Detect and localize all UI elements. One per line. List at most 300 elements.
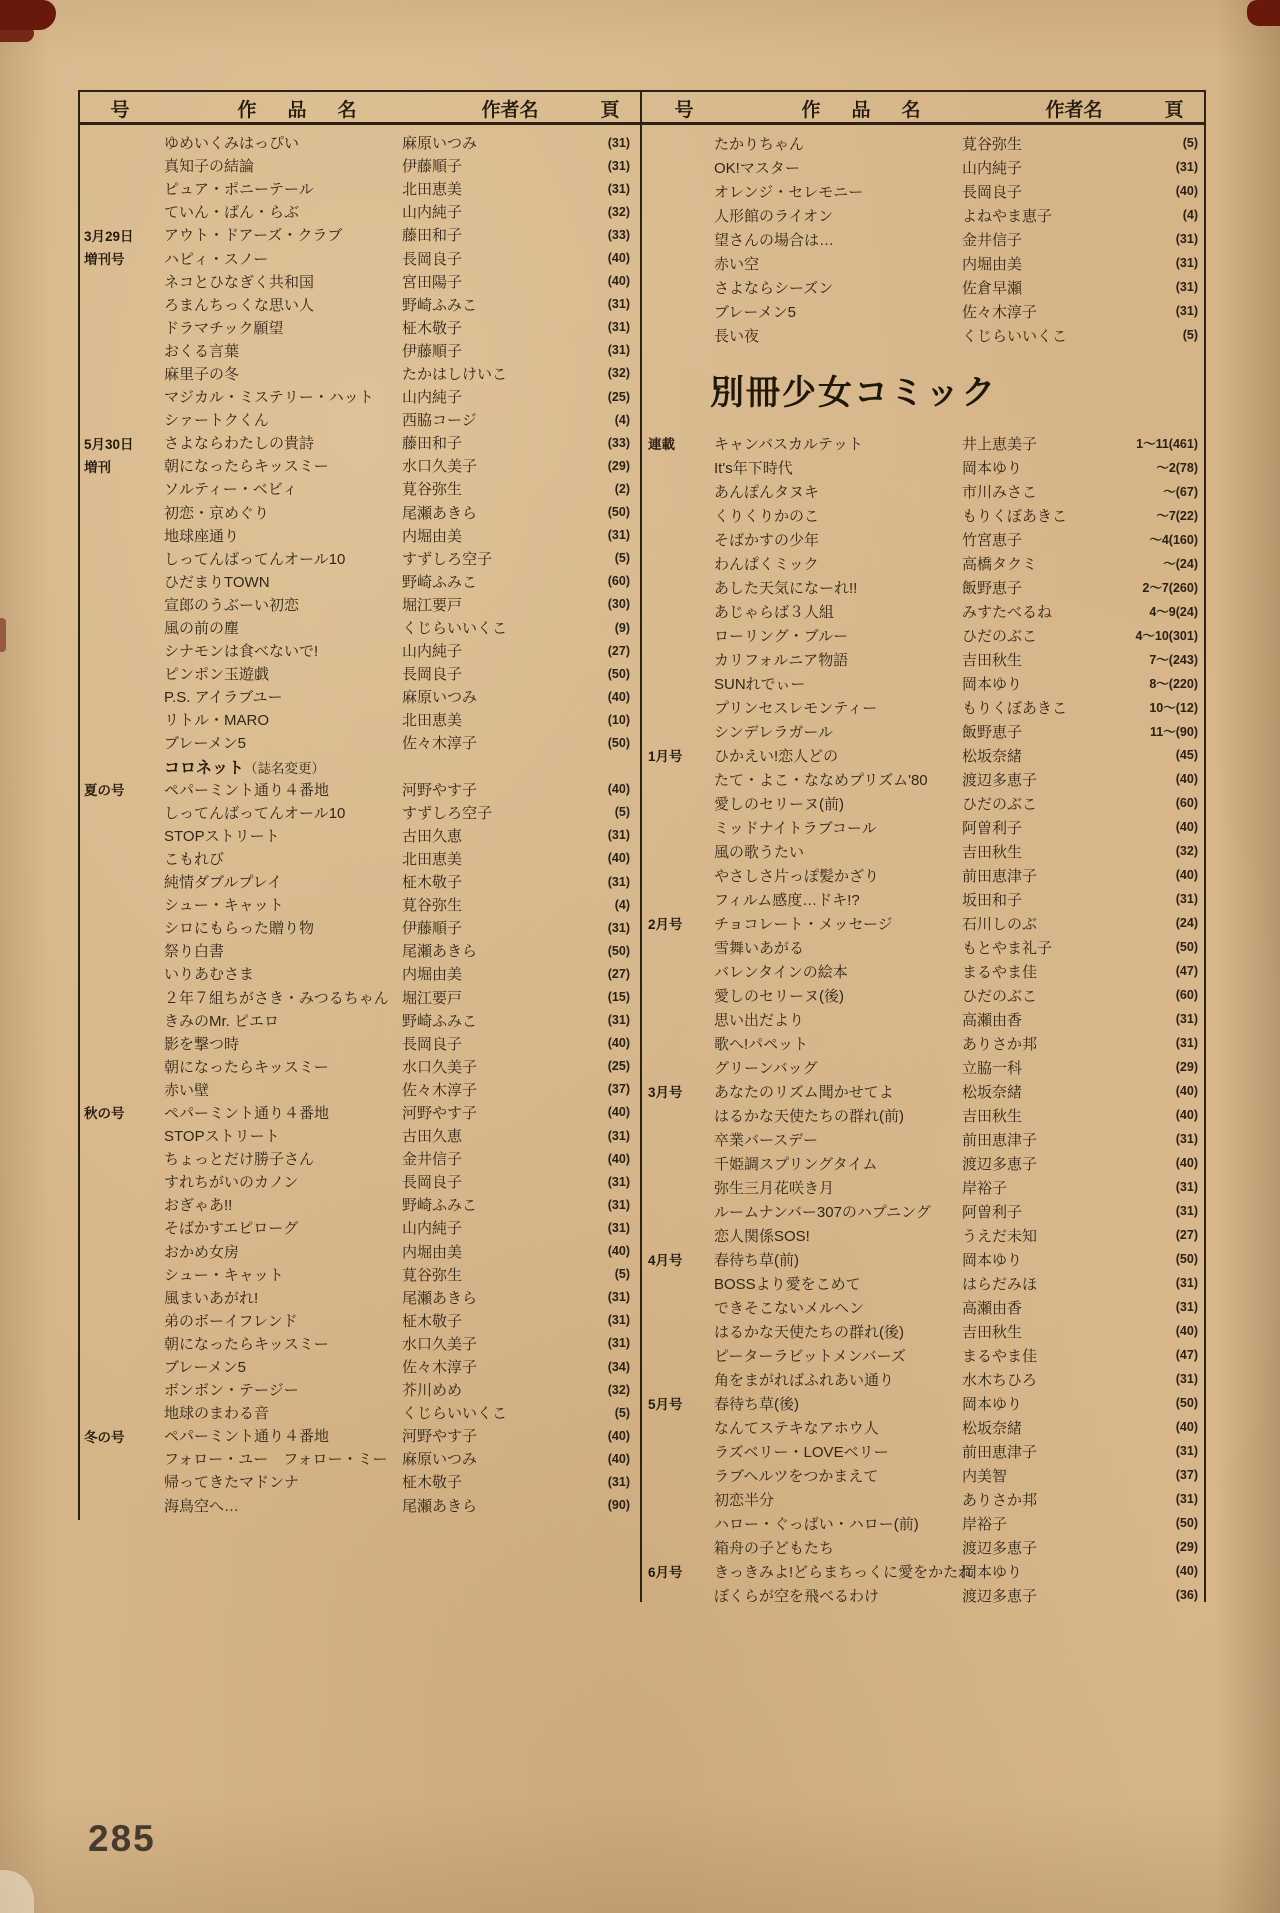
author-name: 岡本ゆり [962, 675, 1023, 693]
page-number: (5) [614, 805, 630, 820]
table-row [80, 1424, 636, 1447]
table-row [644, 1487, 1202, 1511]
table-row [644, 599, 1202, 623]
author-name: 麻原いつみ [402, 689, 478, 707]
page-number: ～7(22) [1156, 509, 1198, 523]
issue-label: 連載 [648, 437, 675, 452]
table-row [80, 893, 636, 916]
page-number: (31) [607, 1336, 630, 1351]
page-number: (45) [1175, 748, 1198, 762]
page-number: (5) [614, 551, 630, 566]
author-name: 尾瀬あきら [402, 943, 478, 961]
page-number: (50) [607, 505, 630, 520]
page-number: (50) [1175, 1516, 1198, 1530]
scan-stain-left-edge [0, 618, 6, 652]
table-row [644, 275, 1202, 299]
table-row [644, 1583, 1202, 1607]
page-number: (31) [607, 158, 630, 173]
author-name: 山内純子 [402, 204, 463, 222]
page-number: (40) [1175, 1084, 1198, 1098]
work-title: たかりちゃん [714, 135, 805, 153]
table-row [80, 824, 636, 847]
work-title: 望さんの場合は… [714, 231, 835, 249]
page-number: (9) [614, 620, 630, 635]
new-magazine-name: コロネット [164, 759, 245, 777]
page-number: 7～(243) [1149, 653, 1198, 667]
issue-label: 2月号 [648, 917, 683, 932]
work-title: 初恋半分 [714, 1491, 775, 1509]
table-row [80, 223, 636, 246]
work-title: バレンタインの絵本 [714, 963, 848, 981]
work-title: おぎゃあ!! [164, 1197, 233, 1215]
work-title: シュー・キャット [164, 897, 284, 915]
author-name: ありさか邦 [962, 1491, 1038, 1509]
scan-stain-top-right [1247, 0, 1280, 26]
page-number: (31) [607, 1290, 630, 1305]
author-name: まるやま佳 [962, 1347, 1038, 1365]
author-name: もとやま礼子 [962, 939, 1053, 957]
author-name: くじらいいくこ [402, 620, 508, 638]
table-row [644, 431, 1202, 455]
table-row [644, 791, 1202, 815]
author-name: 井上恵美子 [962, 435, 1038, 453]
page-number: (27) [607, 643, 630, 658]
table-row [80, 1009, 636, 1032]
author-name: 野崎ふみこ [402, 1012, 478, 1030]
page-number: (50) [607, 735, 630, 750]
work-title: 風の歌うたい [714, 843, 805, 861]
page-number: (31) [607, 1197, 630, 1212]
page-number: (30) [607, 597, 630, 612]
page-number: (60) [1175, 796, 1198, 810]
page-number: (31) [607, 320, 630, 335]
author-name: 渡辺多恵子 [962, 1539, 1038, 1557]
scan-stain-top-left-2 [0, 26, 34, 42]
work-title: アウト・ドアーズ・クラブ [164, 227, 343, 245]
page-number: (31) [607, 135, 630, 150]
page-column-header: 頁 [600, 99, 620, 121]
page-number: (40) [1175, 772, 1198, 786]
work-title: はるかな天使たちの群れ(後) [714, 1323, 904, 1341]
page-number: (90) [607, 1498, 630, 1513]
author-name: 尾瀬あきら [402, 1289, 478, 1307]
table-row [80, 962, 636, 985]
author-name: 莧谷弥生 [402, 481, 463, 499]
table-row [644, 1151, 1202, 1175]
work-title: ハピィ・スノー [164, 250, 269, 268]
work-title: ペパーミント通り４番地 [164, 1104, 330, 1122]
page-number: ～4(160) [1149, 533, 1198, 547]
issue-label: 5月30日 [84, 436, 134, 452]
author-name: 市川みさこ [962, 483, 1038, 501]
table-row [80, 1378, 636, 1401]
table-row [644, 1535, 1202, 1559]
page-number: (4) [614, 412, 630, 427]
author-name: 古田久恵 [402, 827, 463, 845]
title-column-header: 作 品 名 [237, 99, 363, 121]
work-title: BOSSより愛をこめて [714, 1275, 861, 1293]
page-number: (31) [607, 828, 630, 843]
author-name: 松坂奈緒 [962, 1419, 1023, 1437]
work-title: ペパーミント通り４番地 [164, 1428, 330, 1446]
table-row [644, 671, 1202, 695]
table-row [644, 1247, 1202, 1271]
page-number: (50) [1175, 940, 1198, 954]
table-row [644, 1271, 1202, 1295]
work-title: シナモンは食べないで! [164, 643, 319, 661]
page-number: (40) [607, 1151, 630, 1166]
author-name: 尾瀬あきら [402, 504, 478, 522]
page-number: (40) [1175, 1324, 1198, 1338]
author-name: 佐倉早瀬 [962, 279, 1023, 297]
table-row [80, 639, 636, 662]
work-title: ミッドナイトラブコール [714, 819, 877, 837]
work-title: ブレーメン5 [714, 303, 796, 321]
page-number: 4～9(24) [1149, 605, 1198, 619]
issue-label: 3月29日 [84, 228, 134, 244]
table-row [80, 616, 636, 639]
table-row [80, 431, 636, 454]
author-column-header: 作者名 [481, 99, 539, 121]
work-title: はるかな天使たちの群れ(前) [714, 1107, 904, 1125]
table-right-border [1204, 90, 1206, 1602]
author-name: 佐々木淳子 [962, 303, 1038, 321]
page-number: (37) [1175, 1468, 1198, 1482]
page-number: (40) [1175, 1156, 1198, 1170]
magazine-rename-subhead-row [80, 755, 636, 778]
page-number: (40) [607, 251, 630, 266]
table-row [644, 1319, 1202, 1343]
author-name: 長岡良子 [402, 666, 463, 684]
table-row [644, 1007, 1202, 1031]
table-row [644, 1367, 1202, 1391]
issue-label: 6月号 [648, 1565, 683, 1580]
author-name: 柾木敬子 [402, 874, 463, 892]
table-row [644, 767, 1202, 791]
page-number: 2～7(260) [1142, 581, 1198, 595]
author-name: 北田恵美 [402, 712, 463, 730]
author-name: 阿曽利子 [962, 819, 1023, 837]
table-row [80, 1355, 636, 1378]
page-number: (31) [1175, 256, 1198, 270]
author-name: 水口久美子 [402, 458, 478, 476]
author-name: ひだのぶこ [962, 795, 1038, 813]
work-title: そばかすエピローグ [164, 1220, 299, 1238]
work-title: ピュア・ポニーテール [164, 181, 314, 199]
page-number: (31) [607, 920, 630, 935]
work-title: できそこないメルヘン [714, 1299, 865, 1317]
author-name: 伊藤順子 [402, 920, 463, 938]
author-name: 河野やす子 [402, 1428, 478, 1446]
page-number: ～2(78) [1156, 461, 1198, 475]
work-title: 風の前の塵 [164, 620, 240, 638]
table-row [80, 1147, 636, 1170]
author-name: 高瀬由香 [962, 1011, 1023, 1029]
author-name: 前田恵津子 [962, 867, 1038, 885]
page-number: (40) [1175, 820, 1198, 834]
work-title: 風まいあがれ! [164, 1289, 259, 1307]
table-row [644, 935, 1202, 959]
table-row [80, 1216, 636, 1239]
table-row [80, 662, 636, 685]
page-number: (40) [1175, 868, 1198, 882]
page-number: 4～10(301) [1135, 629, 1198, 643]
page-number: (47) [1175, 1348, 1198, 1362]
work-title: あした天気になーれ!! [714, 579, 858, 597]
table-row [644, 323, 1202, 347]
work-title: ピンポン玉遊戯 [164, 666, 270, 684]
page-number: (40) [1175, 1108, 1198, 1122]
author-name: くじらいいくこ [402, 1405, 508, 1423]
author-name: 水木ちひろ [962, 1371, 1038, 1389]
work-title: 地球のまわる音 [164, 1405, 270, 1423]
table-row [644, 1559, 1202, 1583]
author-name: 西脇コージ [402, 412, 477, 430]
page-number: (32) [607, 366, 630, 381]
page-number: 1～11(461) [1136, 437, 1198, 451]
work-title: くりくりかのこ [714, 507, 820, 525]
issue-label: 5月号 [648, 1397, 683, 1412]
work-title: ゆめいくみはっぴい [164, 135, 300, 153]
author-name: 柾木敬子 [402, 319, 463, 337]
work-title: そばかすの少年 [714, 531, 820, 549]
author-name: 飯野恵子 [962, 579, 1023, 597]
table-row [80, 1193, 636, 1216]
author-name: 野崎ふみこ [402, 296, 478, 314]
page-number: (50) [1175, 1396, 1198, 1410]
author-name: 金井信子 [962, 231, 1023, 249]
page-column-header: 頁 [1164, 99, 1184, 121]
page-number: (5) [1182, 136, 1198, 150]
issue-label: 冬の号 [84, 1429, 125, 1445]
author-name: 内堀由美 [402, 527, 463, 545]
author-name: 岸裕子 [962, 1515, 1008, 1533]
work-title: P.S. アイラブユー [164, 689, 283, 707]
work-title: OK!マスター [714, 159, 800, 177]
table-middle-border [640, 90, 642, 1602]
author-name: 北田恵美 [402, 850, 463, 868]
table-row [80, 1124, 636, 1147]
table-row [80, 177, 636, 200]
author-name: 内堀由美 [402, 1243, 463, 1261]
table-row [80, 1170, 636, 1193]
page-number: (27) [607, 966, 630, 981]
section-header-row [644, 347, 1202, 431]
work-title: 地球座通り [164, 527, 240, 545]
work-title: オレンジ・セレモニー [714, 183, 864, 201]
work-title: あじゃらば３人組 [714, 603, 835, 621]
author-name: 岡本ゆり [962, 1395, 1023, 1413]
table-row [644, 863, 1202, 887]
rename-note: （誌名変更） [244, 760, 326, 776]
author-name: 立脇一科 [962, 1059, 1023, 1077]
author-name: もりくぼあきこ [962, 699, 1068, 717]
author-name: たかはしけいこ [402, 365, 508, 383]
work-title: 雪舞いあがる [714, 939, 805, 957]
author-name: 長岡良子 [402, 250, 463, 268]
table-row [80, 408, 636, 431]
work-title: 赤い壁 [164, 1081, 210, 1099]
work-title: 帰ってきたマドンナ [164, 1474, 300, 1492]
work-title: ぼくらが空を飛べるわけ [714, 1587, 880, 1605]
work-title: あんぽんタヌキ [714, 483, 820, 501]
author-name: 佐々木淳子 [402, 1359, 478, 1377]
page-number: (25) [607, 1059, 630, 1074]
author-name: 松坂奈緒 [962, 747, 1023, 765]
author-name: 佐々木淳子 [402, 735, 478, 753]
work-title: なんてステキなアホウ人 [714, 1419, 879, 1437]
work-title: シンデレラガール [714, 723, 834, 741]
page-number: (31) [1175, 1012, 1198, 1026]
author-name: 内美智 [962, 1467, 1008, 1485]
work-title: ルームナンバー307のハプニング [714, 1203, 931, 1221]
table-row [80, 131, 636, 154]
table-row [644, 251, 1202, 275]
work-title: ネコとひなぎく共和国 [164, 273, 315, 291]
page-number: (31) [607, 1474, 630, 1489]
work-title: ドラマチック願望 [164, 319, 284, 337]
page-number: (31) [1175, 892, 1198, 906]
page-number: (40) [607, 1244, 630, 1259]
author-name: 渡辺多恵子 [962, 1587, 1038, 1605]
page-number: ～(24) [1163, 557, 1198, 571]
page-number: (60) [607, 574, 630, 589]
author-name: 莧谷弥生 [402, 1266, 463, 1284]
author-name: 佐々木淳子 [402, 1081, 478, 1099]
page-number: (40) [607, 782, 630, 797]
work-title: STOPストリート [164, 827, 280, 845]
table-row [644, 479, 1202, 503]
page-number: (31) [607, 1128, 630, 1143]
work-title: ろまんちっくな思い人 [164, 296, 315, 314]
magazine-rename-subhead [164, 755, 402, 778]
right-column-header [644, 92, 1204, 124]
page-number: (5) [1182, 328, 1198, 342]
page-number: (31) [1175, 1132, 1198, 1146]
page-number: (47) [1175, 964, 1198, 978]
author-name: 高橋タクミ [962, 555, 1038, 573]
page-number: (50) [607, 666, 630, 681]
table-row [644, 575, 1202, 599]
table-row [80, 1470, 636, 1493]
author-name: 水口久美子 [402, 1058, 478, 1076]
work-title: 千姫調スプリングタイム [714, 1155, 878, 1173]
table-row [80, 501, 636, 524]
author-name: もりくぼあきこ [962, 507, 1068, 525]
table-row [80, 570, 636, 593]
author-name: 柾木敬子 [402, 1312, 463, 1330]
table-row [644, 1295, 1202, 1319]
table-row [644, 695, 1202, 719]
work-title: グリーンバッグ [714, 1059, 818, 1077]
page-number: (31) [607, 1174, 630, 1189]
table-row [80, 939, 636, 962]
table-row [644, 959, 1202, 983]
table-row [80, 316, 636, 339]
table-row [644, 1055, 1202, 1079]
table-row [80, 270, 636, 293]
page-number: (31) [607, 1313, 630, 1328]
work-title: 初恋・京めぐり [164, 504, 270, 522]
page-corner-highlight [0, 1870, 34, 1913]
author-name: 野崎ふみこ [402, 1197, 478, 1215]
author-name: 岸裕子 [962, 1179, 1008, 1197]
page-number: (31) [1175, 1372, 1198, 1386]
work-title: 海鳥空へ… [164, 1497, 240, 1515]
page-number: (24) [1175, 916, 1198, 930]
page-number: (31) [607, 343, 630, 358]
table-row [80, 685, 636, 708]
page-number: (50) [607, 943, 630, 958]
author-name: すずしろ空子 [402, 804, 493, 822]
author-name: くじらいいくこ [962, 327, 1068, 345]
author-name: 莧谷弥生 [962, 135, 1023, 153]
work-title: プリンセスレモンティー [714, 699, 878, 717]
author-name: ありさか邦 [962, 1035, 1038, 1053]
author-name: まるやま佳 [962, 963, 1038, 981]
table-row [80, 870, 636, 893]
work-title: おかめ女房 [164, 1243, 240, 1261]
work-title: 思い出だより [714, 1011, 805, 1029]
author-name: 阿曽利子 [962, 1203, 1023, 1221]
work-title: 長い夜 [714, 327, 760, 345]
author-name: 野崎ふみこ [402, 573, 478, 591]
issue-label: 夏の号 [84, 783, 125, 799]
author-name: 岡本ゆり [962, 1251, 1023, 1269]
work-title: 角をまがればふれあい通り [714, 1371, 895, 1389]
page-number: (32) [607, 1382, 630, 1397]
table-row [644, 887, 1202, 911]
author-name: 岡本ゆり [962, 1563, 1023, 1581]
work-title: 祭り白書 [164, 943, 225, 961]
table-row [80, 339, 636, 362]
author-name: 伊藤順子 [402, 342, 463, 360]
author-name: 前田恵津子 [962, 1131, 1038, 1149]
table-row [80, 985, 636, 1008]
page-number: (33) [607, 227, 630, 242]
work-title: さよならシーズン [714, 279, 834, 297]
author-name: 山内純子 [402, 643, 463, 661]
table-row [644, 203, 1202, 227]
work-title: シロにもらった贈り物 [164, 920, 315, 938]
page-number: (50) [1175, 1252, 1198, 1266]
page-number: (32) [607, 204, 630, 219]
author-column-header: 作者名 [1045, 99, 1103, 121]
work-title: ラブヘルツをつかまえて [714, 1467, 879, 1485]
page-number: (27) [1175, 1228, 1198, 1242]
page-number: (33) [607, 435, 630, 450]
table-row [80, 708, 636, 731]
page-number: (31) [607, 1013, 630, 1028]
page-number: (29) [1175, 1540, 1198, 1554]
title-column-header: 作 品 名 [801, 99, 927, 121]
author-name: 莧谷弥生 [402, 897, 463, 915]
page-number: 11～(90) [1150, 725, 1198, 739]
table-row [644, 455, 1202, 479]
table-row [644, 647, 1202, 671]
author-name: 古田久恵 [402, 1128, 463, 1146]
table-row [644, 299, 1202, 323]
work-title: 朝になったらキッスミー [164, 1335, 329, 1353]
work-title: シュー・キャット [164, 1266, 284, 1284]
author-name: よねやま恵子 [962, 207, 1053, 225]
page-number: (40) [607, 1428, 630, 1443]
table-row [644, 1199, 1202, 1223]
issue-label: 秋の号 [84, 1106, 125, 1122]
table-row [644, 719, 1202, 743]
work-title: ていん・ばん・らぶ [164, 204, 300, 222]
author-name: 高瀬由香 [962, 1299, 1023, 1317]
